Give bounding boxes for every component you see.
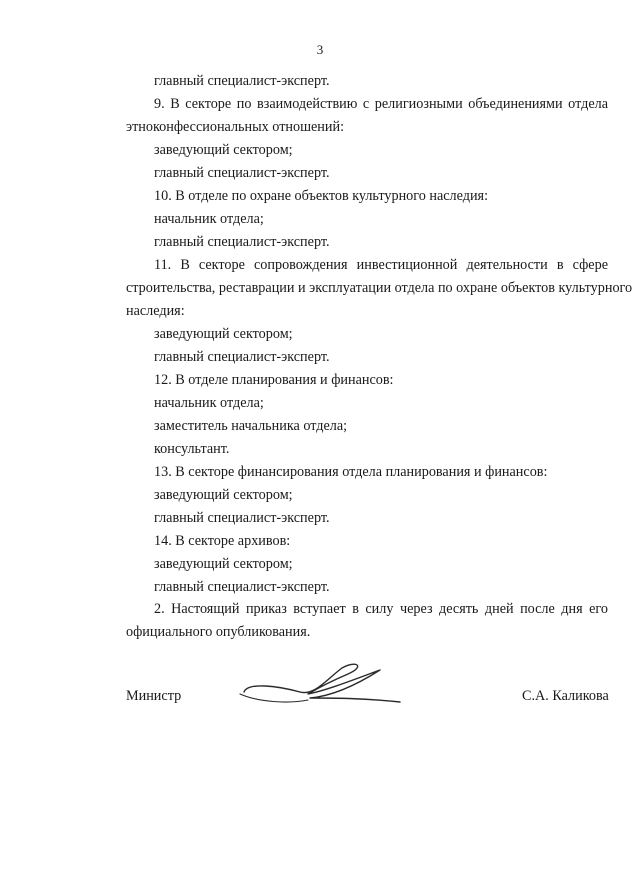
position-line: главный специалист-эксперт. [154, 73, 330, 89]
position-line: главный специалист-эксперт. [154, 165, 330, 181]
position-line: заведующий сектором; [154, 326, 293, 342]
position-line: начальник отдела; [154, 211, 264, 227]
item-11-heading: 11. В секторе сопровождения инвестиционной деятельности в сфере [154, 257, 608, 273]
position-line: заместитель начальника отдела; [154, 418, 348, 434]
position-line: главный специалист-эксперт. [154, 510, 330, 526]
signature-block [0, 680, 640, 730]
clause-2-continued: официального опубликования. [126, 624, 311, 640]
item-9-heading: 9. В секторе по взаимодействию с религиозными объединениями отдела [154, 96, 608, 112]
position-line: главный специалист-эксперт. [154, 579, 330, 595]
clause-2: 2. Настоящий приказ вступает в силу через десять дней после дня его [154, 601, 608, 617]
item-11-heading-continued: наследия: [126, 303, 185, 319]
item-10-heading: 10. В отделе по охране объектов культурного наследия: [154, 188, 489, 204]
position-line: заведующий сектором; [154, 556, 293, 572]
item-11-heading-continued: строительства, реставрации и эксплуатации отдела по охране объектов культурного [126, 280, 633, 296]
item-12-heading: 12. В отделе планирования и финансов: [154, 372, 394, 388]
signer-title: Министр [126, 688, 182, 704]
item-14-heading: 14. В секторе архивов: [154, 533, 291, 549]
position-line: главный специалист-эксперт. [154, 349, 330, 365]
handwritten-signature [238, 658, 408, 718]
position-line: заведующий сектором; [154, 142, 293, 158]
position-line: консультант. [154, 441, 230, 457]
position-line: главный специалист-эксперт. [154, 234, 330, 250]
position-line: начальник отдела; [154, 395, 264, 411]
item-13-heading: 13. В секторе финансирования отдела планирования и финансов: [154, 464, 548, 480]
page-number: 3 [316, 42, 324, 57]
signer-name: С.А. Каликова [522, 688, 609, 704]
position-line: заведующий сектором; [154, 487, 293, 503]
item-9-heading-continued: этноконфессиональных отношений: [126, 119, 345, 135]
